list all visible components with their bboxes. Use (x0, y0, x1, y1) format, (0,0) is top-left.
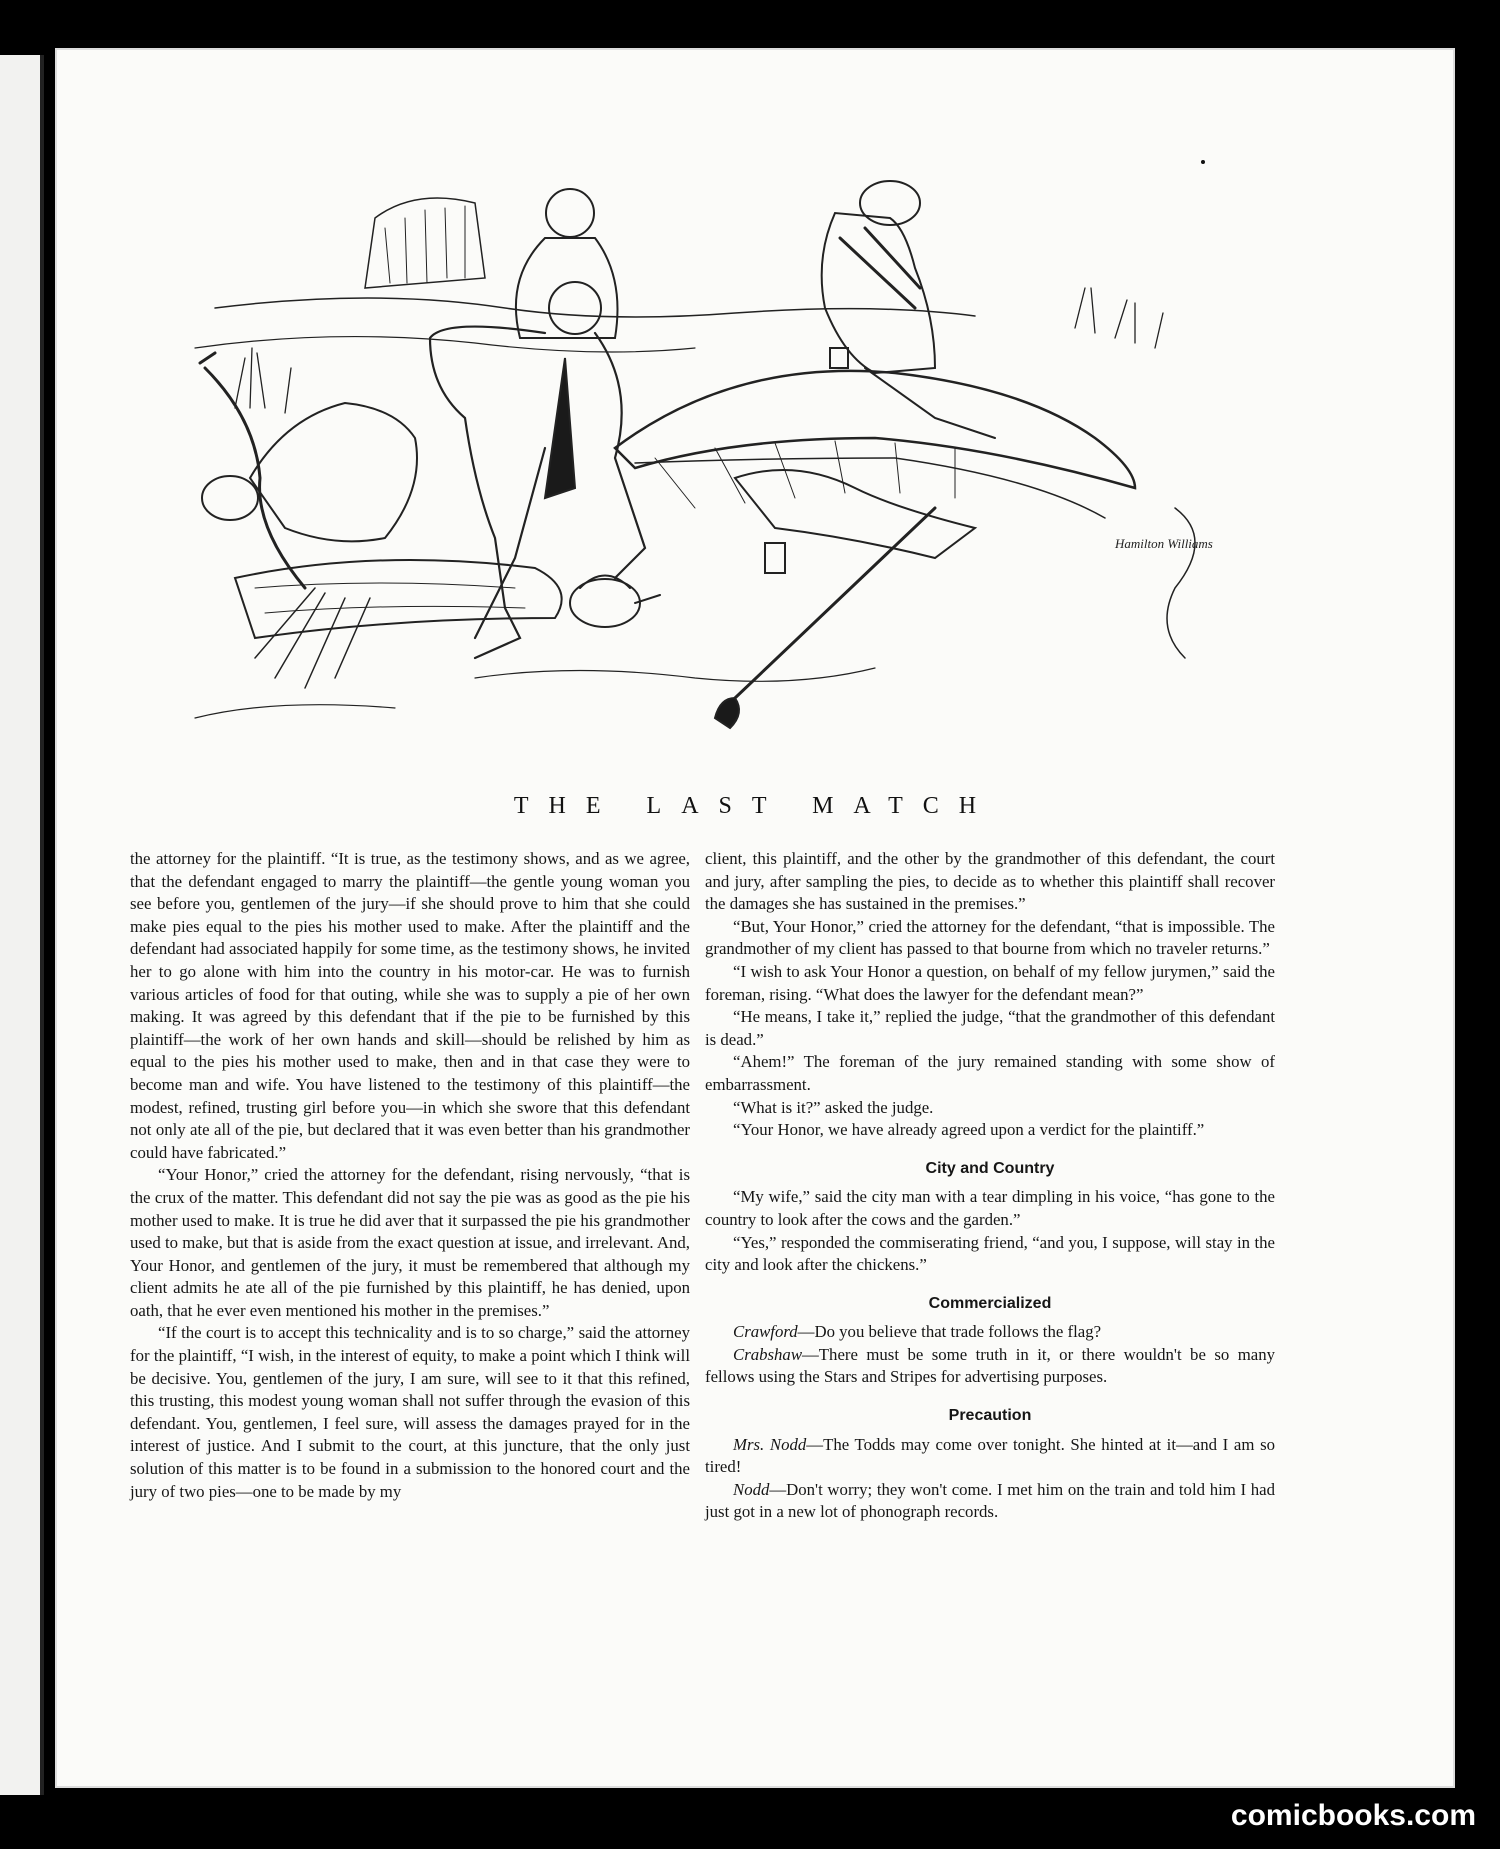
cartoon-illustration (175, 158, 1315, 778)
paragraph: “Your Honor,” cried the attorney for the defendant, rising nervously, “that is the crux of the matter. This defendant did not say the pie was as good as the pie his mother used to make. It is true he did aver that it surpassed the pie his grandmother used to make, but that is aside from the exact question at issue, and irrelevant. And, Your Honor, and gentlemen of the jury, it must be remembered that although my client admits he ate all of the pie furnished by this plaintiff, he has denied, upon oath, that he ever even mentioned his mother in the premises.” (130, 1165, 690, 1320)
artist-signature: Hamilton Williams (1115, 536, 1213, 551)
paragraph: “Ahem!” The foreman of the jury remained standing with some show of embarrassment. (705, 1052, 1275, 1094)
section-heading-commercialized: Commercialized (928, 1294, 1052, 1312)
dialogue-text: —There must be some truth in it, or there wouldn't be so many fellows using the Stars and Stripes for advertising purposes. (705, 1344, 1275, 1387)
speaker-name: Crawford (733, 1322, 798, 1342)
dialogue-text: —The Todds may come over tonight. She hinted at it—and I am so tired! (705, 1434, 1276, 1477)
left-column (130, 848, 690, 1503)
paragraph: “If the court is to accept this technicality and is to so charge,” said the attorney for the plaintiff, “I wish, in the interest of equity, to make a point which I think will be decisive. You, gentlemen of the jury, I am sure, will see to it that this refined, this trusting, this modest young woman shall not suffer through the evasion of this defendant. You, gentlemen, I feel sure, will assess the damages prayed for in the interest of justice. And I submit to the court, at this juncture, that the only just solution of this matter is to be found in a submission to the honored court and the jury of two pies—one to be made by my (130, 1323, 690, 1501)
site-watermark: comicbooks.com (1230, 1799, 1476, 1832)
paragraph: “Yes,” responded the commiserating friend, “and you, I suppose, will stay in the city and look after the chickens.” (705, 1232, 1275, 1275)
paragraph: “My wife,” said the city man with a tear dimpling in his voice, “has gone to the country to look after the cows and the garden.” (705, 1187, 1275, 1229)
magazine-page (55, 48, 1455, 1788)
speaker-name: Nodd (733, 1479, 770, 1499)
paragraph: “What is it?” asked the judge. (733, 1097, 934, 1117)
speaker-name: Crabshaw (733, 1344, 803, 1364)
dialogue-text: —Don't worry; they won't come. I met him on the train and told him I had just got in a new lot of phonograph records. (705, 1479, 1275, 1522)
dialogue-text: —Do you believe that trade follows the flag? (797, 1322, 1102, 1342)
paragraph: “But, Your Honor,” cried the attorney for the defendant, “that is impossible. The grandmother of my client has passed to that bourne from which no traveler returns.” (705, 916, 1275, 959)
dialogue-line (705, 1321, 1275, 1344)
dialogue-line (705, 1434, 1275, 1479)
speaker-name: Mrs. Nodd (733, 1434, 807, 1454)
dialogue-line (705, 1344, 1275, 1389)
paragraph: “Your Honor, we have already agreed upon a verdict for the plaintiff.” (733, 1120, 1205, 1140)
illustration-caption: THE LAST MATCH (513, 793, 997, 819)
paragraph: “He means, I take it,” replied the judge, “that the grandmother of this defendant is dead.” (705, 1007, 1275, 1049)
right-column (705, 848, 1275, 1524)
dialogue-line (705, 1479, 1275, 1524)
paragraph: “I wish to ask Your Honor a question, on behalf of my fellow jurymen,” said the foreman, rising. “What does the lawyer for the defendant mean?” (705, 961, 1275, 1004)
facing-page-edge (0, 55, 44, 1795)
paragraph: client, this plaintiff, and the other by the grandmother of this defendant, the court and jury, after sampling the pies, to decide as to whether this plaintiff shall recover the damages she has sustained in the premises.” (705, 849, 1275, 914)
section-heading-precaution: Precaution (948, 1407, 1032, 1425)
paragraph: the attorney for the plaintiff. “It is true, as the testimony shows, and as we agree, that the defendant engaged to marry the plaintiff—the gentle young woman you see before you, gentlemen of the jury—if she should prove to him that she could make pies equal to the pies his mother used to make. After the plaintiff and the defendant had associated happily for some time, as the testimony shows, he invited her to go alone with him into the country in his motor-car. He was to furnish various articles of food for that outing, while she was to supply a pie of her own making. It was agreed by this defendant that if the pie to be furnished by this plaintiff—the work of her own hands and skill—should be relished by him as equal to the pies his mother used to make, then and in that case they were to become man and wife. You have listened to the testimony of this plaintiff—the modest, refined, trusting girl before you—in which she swore that this defendant not only ate all of the pie, but declared that it was even better than his grandmother could have fabricated.” (130, 849, 690, 1162)
section-heading-city-and-country: City and Country (925, 1159, 1055, 1177)
